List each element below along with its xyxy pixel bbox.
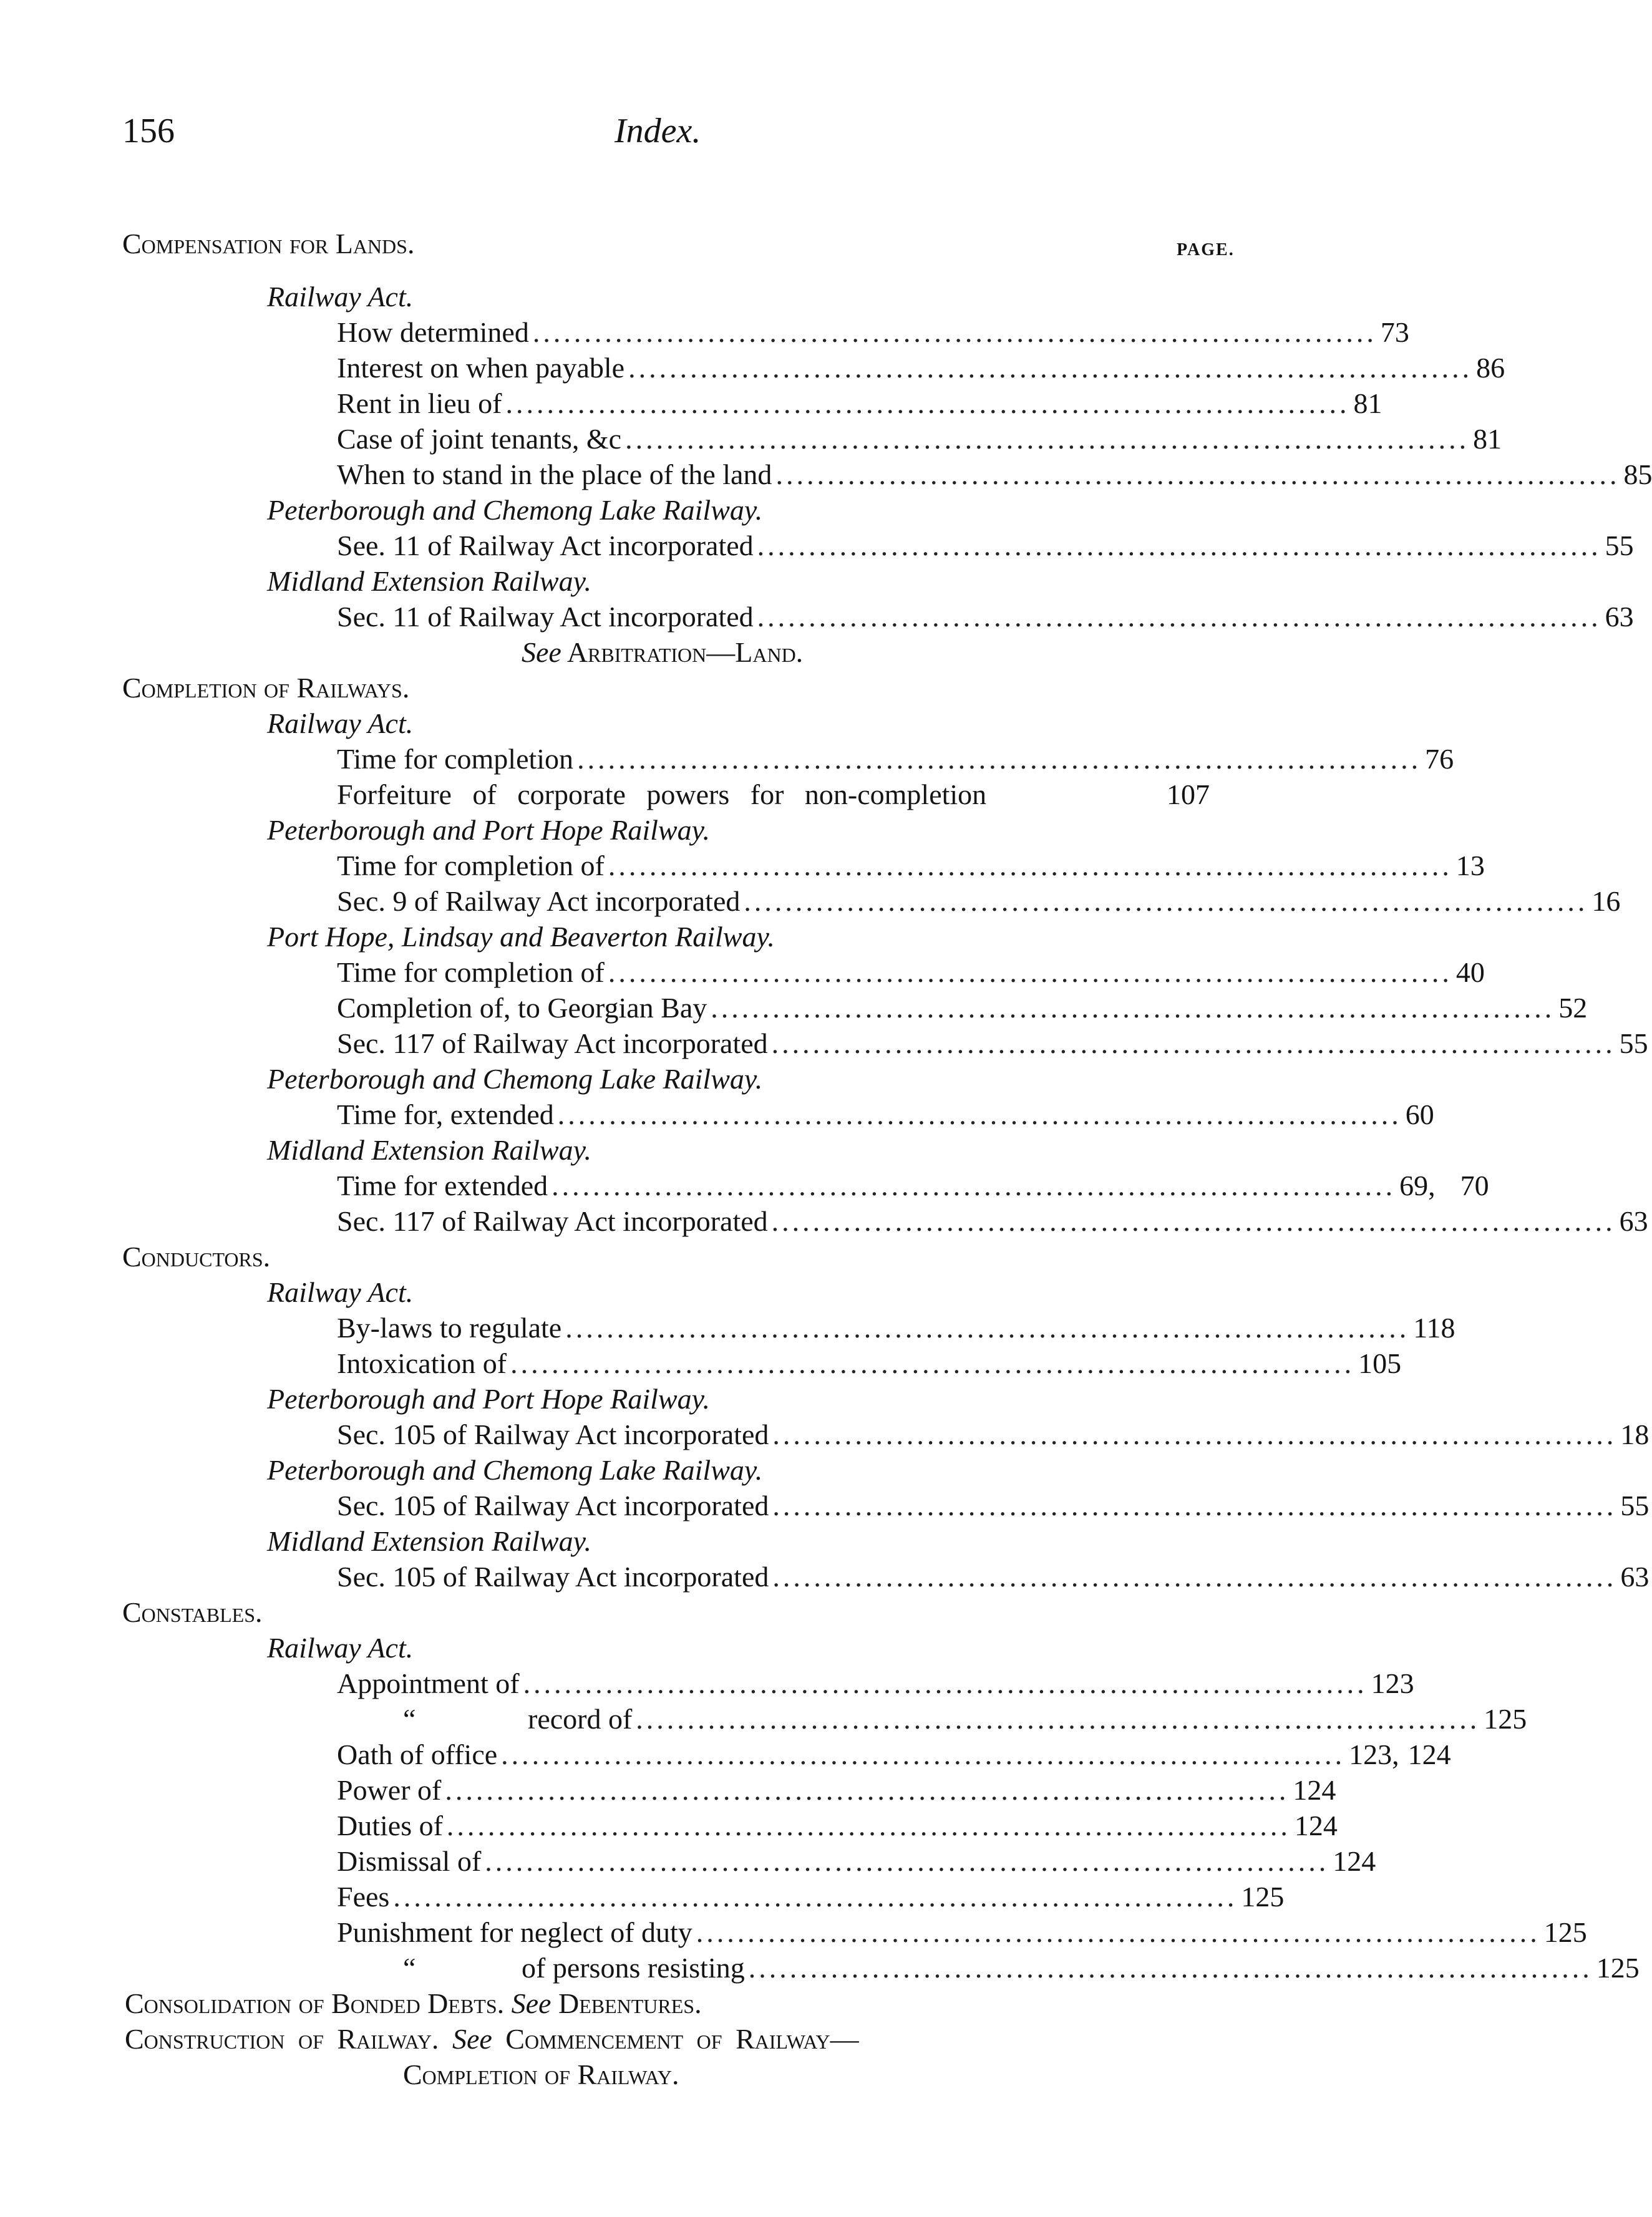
- page-ref: 124: [1407, 1739, 1451, 1770]
- railway-subheading: Railway Act.: [267, 281, 414, 313]
- index-entry: Completion of, to Georgian Bay .................................................................................. 52: [0, 990, 1434, 1026]
- page-ref: 81: [1473, 423, 1502, 455]
- railway-subheading: Peterborough and Chemong Lake Railway.: [267, 494, 763, 526]
- index-heading: Conductors.: [122, 1241, 271, 1273]
- index-heading: Compensation for Lands.: [122, 228, 415, 260]
- page-ref: 52: [1558, 992, 1588, 1024]
- index-entry: Sec. 105 of Railway Act incorporated .................................................................................. 63: [0, 1559, 1434, 1594]
- page-ref: 40: [1455, 956, 1485, 988]
- index-entry: Sec. 11 of Railway Act incorporated .................................................................................. 63: [0, 599, 1434, 634]
- index-entry: Oath of office .................................................................................. 123, 124: [0, 1737, 1434, 1772]
- index-entry: Time for completion .................................................................................. 76: [0, 741, 1434, 777]
- index-entry: Dismissal of .................................................................................. 124: [0, 1843, 1434, 1879]
- page-ref: 73: [1380, 316, 1409, 348]
- railway-subheading: Railway Act.: [267, 1632, 414, 1664]
- page-ref: 63: [1605, 601, 1634, 633]
- cross-reference: Construction of Railway. See Commencement of Railway—: [125, 2023, 859, 2055]
- index-entries: [0, 226, 1652, 2092]
- index-entry: Sec. 117 of Railway Act incorporated .................................................................................. 63: [0, 1203, 1434, 1239]
- page-ref: 105: [1358, 1347, 1402, 1379]
- page-ref: 124: [1294, 1810, 1338, 1841]
- index-entry: Forfeiture of corporate powers for non-completion 107: [0, 777, 1434, 812]
- index-entry: By-laws to regulate .................................................................................. 118: [0, 1310, 1434, 1346]
- cross-reference: Consolidation of Bonded Debts. See Debentures.: [125, 1987, 702, 2019]
- ditto-mark: “: [403, 1952, 416, 1984]
- index-entry: Time for, extended .................................................................................. 60: [0, 1097, 1434, 1132]
- railway-subheading: Midland Extension Railway.: [267, 565, 591, 597]
- index-entry: Time for completion of .................................................................................. 13: [0, 848, 1434, 883]
- railway-subheading: Railway Act.: [267, 707, 414, 739]
- index-entry: Sec. 105 of Railway Act incorporated .................................................................................. 18: [0, 1417, 1434, 1452]
- page-ref: 13: [1455, 850, 1485, 881]
- page-number: 156: [122, 112, 175, 150]
- railway-subheading: Peterborough and Port Hope Railway.: [267, 814, 710, 846]
- index-entry: Rent in lieu of .................................................................................. 81: [0, 386, 1434, 421]
- page-ref: 85: [1623, 458, 1652, 490]
- index-entry: Duties of .................................................................................. 124: [0, 1808, 1434, 1843]
- index-heading: Completion of Railways.: [122, 672, 410, 704]
- page-ref: 125: [1543, 1916, 1587, 1948]
- page-ref: 63: [1620, 1561, 1650, 1593]
- page-ref: 55: [1619, 1027, 1648, 1059]
- page-ref: 123: [1371, 1667, 1414, 1699]
- page-ref: 125: [1484, 1703, 1527, 1735]
- cross-reference: See Arbitration—Land.: [522, 636, 804, 668]
- cross-reference-continued: Completion of Railway.: [403, 2059, 679, 2090]
- page-ref: 118: [1413, 1312, 1455, 1344]
- railway-subheading: Railway Act.: [267, 1276, 414, 1308]
- ditto-mark: “: [403, 1703, 416, 1735]
- index-entry: Time for extended .................................................................................. 69, 70: [0, 1168, 1434, 1203]
- railway-subheading: Peterborough and Chemong Lake Railway.: [267, 1454, 763, 1486]
- page-ref: 16: [1591, 885, 1621, 917]
- page-ref: 63: [1619, 1205, 1648, 1237]
- index-entry: Time for completion of .................................................................................. 40: [0, 954, 1434, 990]
- index-entry: How determined .................................................................................. 73: [0, 314, 1434, 350]
- page-ref: 55: [1620, 1490, 1650, 1521]
- index-entry: Sec. 117 of Railway Act incorporated .................................................................................. 55: [0, 1026, 1434, 1061]
- index-heading: Constables.: [122, 1596, 263, 1628]
- page-ref: 124: [1293, 1774, 1336, 1806]
- index-entry: Punishment for neglect of duty .................................................................................. 125: [0, 1914, 1434, 1950]
- railway-subheading: Peterborough and Port Hope Railway.: [267, 1383, 710, 1415]
- index-entry: “ of persons resisting .................................................................................. 125: [0, 1950, 1434, 1986]
- railway-subheading: Peterborough and Chemong Lake Railway.: [267, 1063, 763, 1095]
- page-ref: 18: [1620, 1419, 1650, 1450]
- page-ref: 55: [1605, 530, 1634, 561]
- index-entry: See. 11 of Railway Act incorporated .................................................................................. 55: [0, 528, 1434, 563]
- page-ref: 70: [1460, 1170, 1489, 1201]
- page-column-label: PAGE.: [1177, 240, 1235, 260]
- index-entry: Power of .................................................................................. 124: [0, 1772, 1434, 1808]
- index-entry: Interest on when payable .................................................................................. 86: [0, 350, 1434, 386]
- index-entry: “ record of .................................................................................. 125: [0, 1701, 1434, 1737]
- page-ref-extra: 123,: [1349, 1739, 1399, 1770]
- index-entry: When to stand in the place of the land .................................................................................. 85: [0, 457, 1434, 492]
- page-ref: 76: [1425, 743, 1454, 775]
- railway-subheading: Midland Extension Railway.: [267, 1134, 591, 1166]
- index-entry: Sec. 9 of Railway Act incorporated .................................................................................. 16: [0, 883, 1434, 919]
- page-ref: 86: [1476, 352, 1505, 384]
- railway-subheading: Port Hope, Lindsay and Beaverton Railway.: [267, 921, 775, 953]
- index-entry: Sec. 105 of Railway Act incorporated .................................................................................. 55: [0, 1488, 1434, 1523]
- page-ref: 125: [1241, 1881, 1285, 1913]
- index-entry: Intoxication of .................................................................................. 105: [0, 1346, 1434, 1381]
- page-ref: 60: [1405, 1099, 1434, 1130]
- index-entry: Case of joint tenants, &c .................................................................................. 81: [0, 421, 1434, 457]
- page-ref: 125: [1596, 1952, 1640, 1984]
- page-ref: 124: [1333, 1845, 1376, 1877]
- index-entry: Fees .................................................................................. 125: [0, 1879, 1434, 1914]
- running-title: Index.: [615, 112, 701, 150]
- page-ref: 107: [1167, 779, 1210, 810]
- page-ref: 81: [1353, 387, 1382, 419]
- page-ref-extra: 69,: [1399, 1170, 1436, 1201]
- railway-subheading: Midland Extension Railway.: [267, 1525, 591, 1557]
- index-entry: Appointment of .................................................................................. 123: [0, 1666, 1434, 1701]
